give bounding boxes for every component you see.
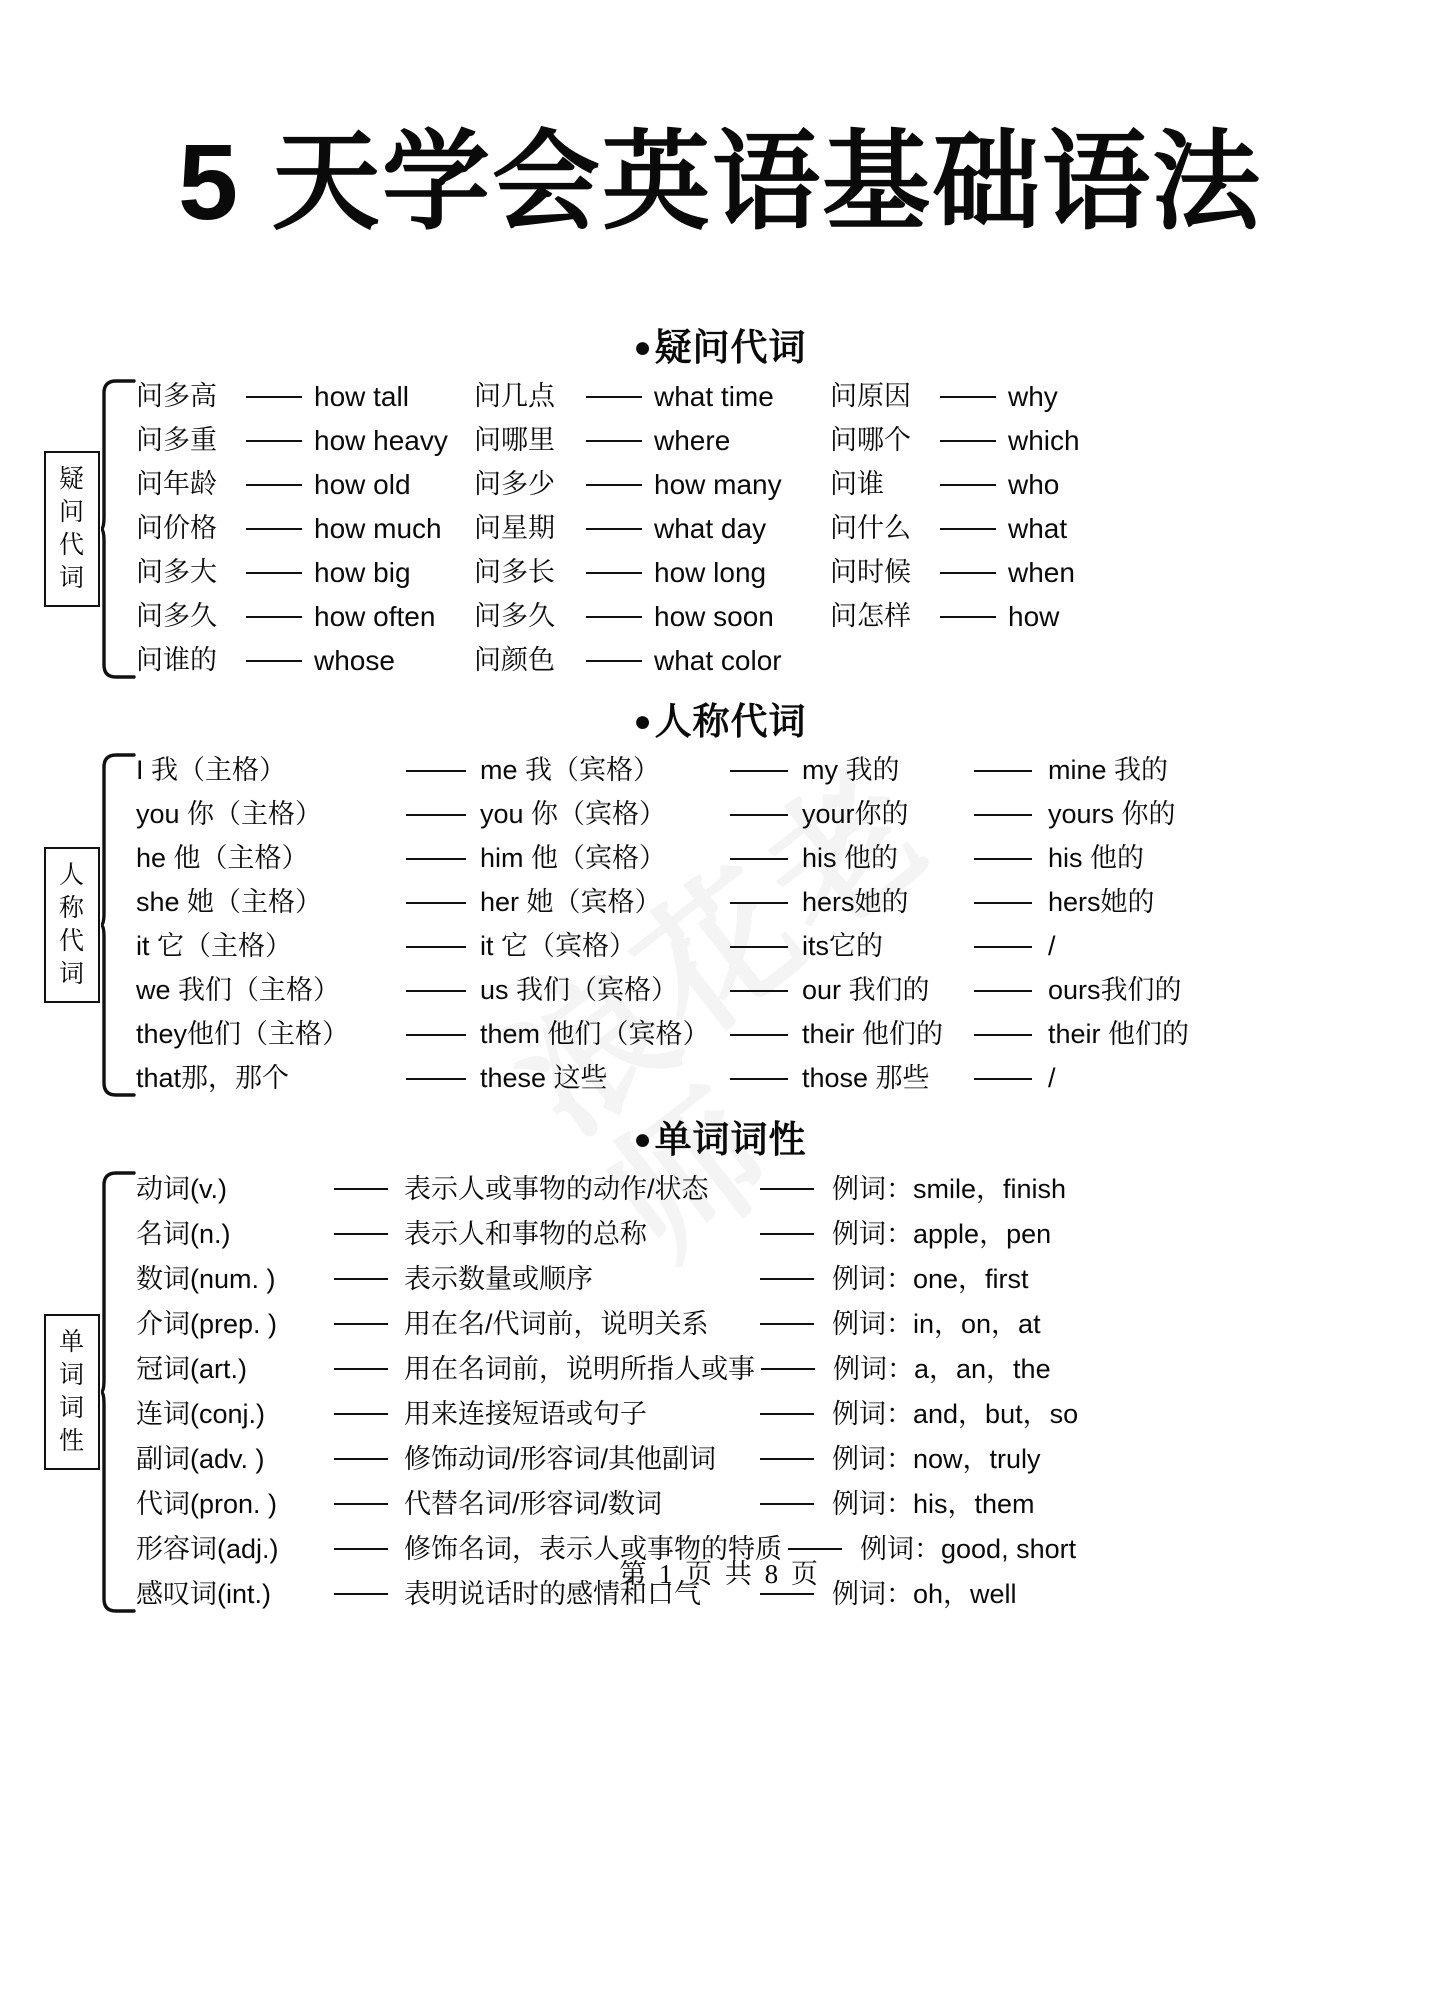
cell-definition: 用来连接短语或句子 [404,1398,647,1429]
dash-connector [586,660,642,662]
cell-definition: 表明说话时的感情和口气 [404,1578,701,1609]
cell-cn-2: 问星期 [474,513,555,544]
dash-connector [730,770,788,772]
table-row [136,1013,1440,1057]
dash-connector [760,1188,814,1190]
table-row [136,793,1440,837]
dash-connector [730,990,788,992]
page-title: 5 天学会英语基础语法 [177,121,1263,243]
table-row [136,1302,1440,1347]
dash-connector [940,440,996,442]
bullet-icon: ● [633,1122,653,1156]
table-row [136,463,1440,507]
table-row [136,507,1440,551]
dash-connector [940,528,996,530]
dash-connector [334,1188,388,1190]
dash-connector [974,990,1032,992]
dash-connector [760,1593,814,1595]
dash-connector [760,1413,814,1415]
cell-examples: 例词：his，them [832,1488,1035,1519]
dash-connector [334,1503,388,1505]
dash-connector [761,1368,815,1370]
cell-en-3: which [1008,424,1080,456]
cell-part-of-speech: 动词(v.) [136,1173,227,1204]
dash-connector [334,1233,388,1235]
cell-cn-1: 问多久 [136,601,217,632]
cell-definition: 用在名词前，说明所指人或事 [404,1353,755,1384]
table-row [136,551,1440,595]
brace-char: 代 [58,530,85,559]
dash-connector [940,484,996,486]
cell-part-of-speech: 连词(conj.) [136,1398,266,1429]
cell-en-2: how long [654,556,767,588]
cell-cn-3: 问什么 [830,513,911,544]
brace-bracket-icon [100,749,136,1101]
dash-connector [334,1458,388,1460]
bullet-icon: ● [633,330,653,364]
section-title-text: 单词词性 [654,1118,807,1160]
dash-connector [730,814,788,816]
cell-en-1: how much [314,512,442,544]
brace-char: 词 [58,563,85,592]
cell-cn-3: 问哪个 [830,425,911,456]
dash-connector [788,1548,842,1550]
cell-possessive-pron: mine 我的 [1048,755,1169,786]
brace-personal-pronouns [44,749,136,1101]
cell-cn-2: 问几点 [474,381,555,412]
cell-en-3: why [1008,380,1058,412]
cell-possessive-pron: ours我们的 [1048,975,1182,1006]
table-row [136,595,1440,639]
cell-cn-3: 问怎样 [830,601,911,632]
brace-char: 性 [58,1426,85,1455]
cell-possessive-adj: those 那些 [802,1063,930,1094]
dash-connector [246,440,302,442]
dash-connector [974,858,1032,860]
cell-en-2: what time [654,380,774,412]
cell-part-of-speech: 感叹词(int.) [136,1578,271,1609]
group-interrogatives [0,375,1440,683]
dash-connector [246,616,302,618]
dash-connector [246,484,302,486]
cell-possessive-pron: his 他的 [1048,843,1145,874]
cell-object: me 我（宾格） [480,755,661,786]
cell-possessive-adj: hers她的 [802,887,909,918]
table-row [136,1482,1440,1527]
brace-label-word-classes [44,1314,100,1470]
cell-definition: 用在名/代词前，说明关系 [404,1308,709,1339]
cell-cn-1: 问多重 [136,425,217,456]
cell-part-of-speech: 名词(n.) [136,1218,231,1249]
cell-object: him 他（宾格） [480,843,667,874]
cell-en-1: how often [314,600,436,632]
table-row [136,1392,1440,1437]
dash-connector [246,660,302,662]
section-title-text: 人称代词 [654,700,807,742]
dash-connector [730,902,788,904]
rows-personal-pronouns [136,749,1440,1101]
dash-connector [586,528,642,530]
dash-connector [586,616,642,618]
dash-connector [406,858,466,860]
cell-object: us 我们（宾格） [480,975,679,1006]
cell-en-1: how heavy [314,424,448,456]
table-row [136,925,1440,969]
cell-cn-3: 问谁 [830,469,884,500]
cell-cn-1: 问多高 [136,381,217,412]
cell-en-1: how big [314,556,411,588]
cell-en-3: what [1008,512,1068,544]
cell-en-3: who [1008,468,1060,500]
cell-definition: 代替名词/形容词/数词 [404,1488,663,1519]
cell-cn-3: 问原因 [830,381,911,412]
cell-part-of-speech: 形容词(adj.) [136,1533,279,1564]
table-row [136,1057,1440,1101]
bullet-icon: ● [633,704,653,738]
cell-definition: 表示人或事物的动作/状态 [404,1173,709,1204]
dash-connector [586,396,642,398]
cell-en-1: how tall [314,380,409,412]
table-row [136,639,1440,683]
dash-connector [730,858,788,860]
brace-char: 疑 [58,464,85,493]
dash-connector [760,1503,814,1505]
cell-subject: they他们（主格） [136,1019,350,1050]
brace-word-classes [44,1167,136,1617]
cell-subject: he 他（主格） [136,843,309,874]
dash-connector [406,902,466,904]
section-title-text: 疑问代词 [654,326,807,368]
dash-connector [586,440,642,442]
dash-connector [586,572,642,574]
group-personal-pronouns [0,749,1440,1101]
cell-subject: I 我（主格） [136,755,287,786]
dash-connector [334,1548,388,1550]
dash-connector [334,1593,388,1595]
table-row [136,1212,1440,1257]
cell-definition: 修饰动词/形容词/其他副词 [404,1443,717,1474]
cell-part-of-speech: 副词(adv. ) [136,1443,265,1474]
cell-part-of-speech: 代词(pron. ) [136,1488,278,1519]
dash-connector [940,396,996,398]
cell-examples: 例词：a，an，the [833,1353,1051,1384]
dash-connector [974,1078,1032,1080]
dash-connector [940,616,996,618]
group-word-classes [0,1167,1440,1617]
cell-subject: she 她（主格） [136,887,323,918]
dash-connector [334,1278,388,1280]
cell-cn-1: 问多大 [136,557,217,588]
cell-definition: 表示人和事物的总称 [404,1218,647,1249]
dash-connector [760,1233,814,1235]
cell-en-2: what day [654,512,767,544]
table-row [136,749,1440,793]
brace-label-personal-pronouns [44,847,100,1003]
brace-char: 问 [58,497,85,526]
dash-connector [730,1034,788,1036]
cell-en-2: what color [654,644,782,676]
table-row [136,1347,1440,1392]
cell-cn-3: 问时候 [830,557,911,588]
cell-possessive-adj: their 他们的 [802,1019,944,1050]
cell-examples: 例词：apple，pen [832,1218,1052,1249]
dash-connector [406,770,466,772]
cell-possessive-adj: its它的 [802,931,883,962]
cell-examples: 例词：in，on，at [832,1308,1041,1339]
rows-word-classes [136,1167,1440,1617]
dash-connector [246,572,302,574]
cell-cn-2: 问多长 [474,557,555,588]
cell-possessive-pron: / [1048,931,1056,962]
cell-object: her 她（宾格） [480,887,662,918]
cell-cn-2: 问多久 [474,601,555,632]
cell-possessive-pron: yours 你的 [1048,799,1176,830]
cell-possessive-pron: hers她的 [1048,887,1155,918]
cell-object: these 这些 [480,1063,608,1094]
cell-part-of-speech: 数词(num. ) [136,1263,276,1294]
dash-connector [730,946,788,948]
table-row [136,1437,1440,1482]
cell-subject: that那，那个 [136,1063,290,1094]
cell-cn-2: 问多少 [474,469,555,500]
cell-possessive-adj: our 我们的 [802,975,930,1006]
cell-possessive-pron: / [1048,1063,1056,1094]
cell-cn-2: 问颜色 [474,645,555,676]
table-row [136,419,1440,463]
cell-object: it 它（宾格） [480,931,637,962]
brace-bracket-icon [100,375,136,683]
cell-definition: 表示数量或顺序 [404,1263,593,1294]
cell-possessive-adj: his 他的 [802,843,899,874]
brace-interrogatives [44,375,136,683]
dash-connector [334,1368,388,1370]
table-row [136,1257,1440,1302]
table-row [136,837,1440,881]
brace-label-interrogatives [44,451,100,607]
brace-char: 词 [58,1393,85,1422]
dash-connector [974,814,1032,816]
cell-examples: 例词：good, short [860,1533,1077,1564]
page-footer: 第 1 页 共 8 页 [619,1558,821,1589]
brace-char: 人 [58,860,85,889]
dash-connector [760,1323,814,1325]
dash-connector [730,1078,788,1080]
cell-en-3: how [1008,600,1060,632]
cell-cn-1: 问谁的 [136,645,217,676]
cell-definition: 修饰名词，表示人或事物的特质 [404,1533,782,1564]
cell-examples: 例词：now，truly [832,1443,1041,1474]
dash-connector [760,1458,814,1460]
worksheet-page [0,72,1440,1616]
brace-char: 称 [58,893,85,922]
cell-examples: 例词：oh，well [832,1578,1017,1609]
dash-connector [406,990,466,992]
dash-connector [760,1278,814,1280]
table-row [136,969,1440,1013]
dash-connector [406,946,466,948]
table-row [136,881,1440,925]
cell-part-of-speech: 介词(prep. ) [136,1308,278,1339]
cell-subject: we 我们（主格） [136,975,341,1006]
dash-connector [406,814,466,816]
cell-en-3: when [1008,556,1075,588]
cell-subject: you 你（主格） [136,799,323,830]
cell-possessive-pron: their 他们的 [1048,1019,1190,1050]
table-row [136,1167,1440,1212]
brace-char: 词 [58,959,85,988]
section-heading-word-classes [0,1101,1440,1167]
cell-en-1: whose [314,644,395,676]
rows-interrogatives [136,375,1440,683]
dash-connector [246,528,302,530]
table-row [136,375,1440,419]
cell-cn-1: 问年龄 [136,469,217,500]
cell-object: you 你（宾格） [480,799,667,830]
cell-en-2: where [654,424,731,456]
cell-part-of-speech: 冠词(art.) [136,1353,247,1384]
dash-connector [406,1078,466,1080]
cell-cn-2: 问哪里 [474,425,555,456]
cell-cn-1: 问价格 [136,513,217,544]
cell-examples: 例词：smile，finish [832,1173,1067,1204]
brace-char: 词 [58,1360,85,1389]
brace-char: 单 [58,1327,85,1356]
section-heading-personal-pronouns [0,683,1440,749]
cell-en-1: how old [314,468,411,500]
cell-subject: it 它（主格） [136,931,293,962]
dash-connector [974,902,1032,904]
cell-examples: 例词：and，but，so [832,1398,1079,1429]
brace-char: 代 [58,926,85,955]
cell-examples: 例词：one，first [832,1263,1029,1294]
dash-connector [334,1323,388,1325]
brace-bracket-icon [100,1167,136,1617]
cell-possessive-adj: your你的 [802,799,909,830]
dash-connector [940,572,996,574]
cell-object: them 他们（宾格） [480,1019,710,1050]
dash-connector [334,1413,388,1415]
cell-en-2: how soon [654,600,774,632]
section-heading-interrogatives [0,309,1440,375]
cell-possessive-adj: my 我的 [802,755,900,786]
dash-connector [974,770,1032,772]
dash-connector [974,1034,1032,1036]
cell-en-2: how many [654,468,782,500]
dash-connector [586,484,642,486]
dash-connector [246,396,302,398]
dash-connector [974,946,1032,948]
dash-connector [406,1034,466,1036]
